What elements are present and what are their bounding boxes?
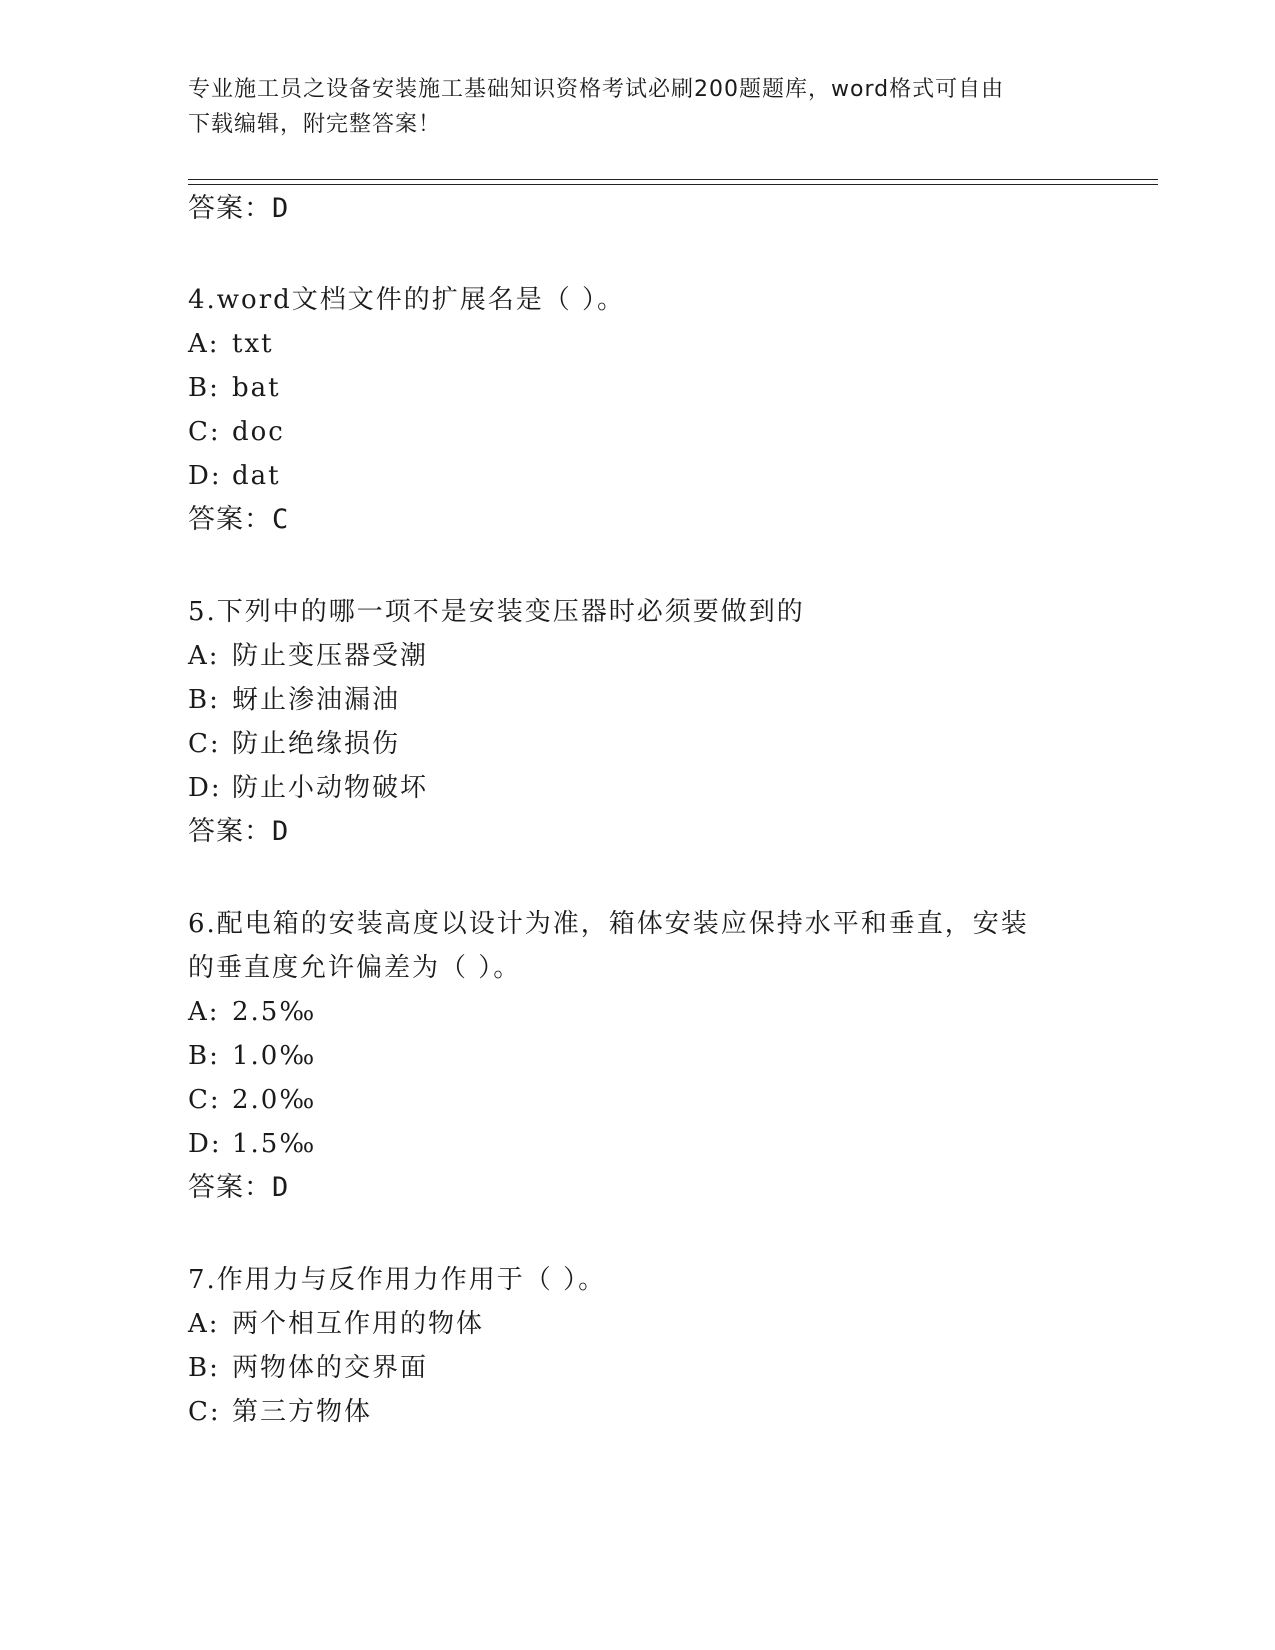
option-b bbox=[188, 1039, 316, 1073]
answer-label: 答案： bbox=[188, 193, 272, 224]
answer-line bbox=[188, 503, 289, 537]
option-label: A: bbox=[188, 997, 220, 1027]
option-label: C: bbox=[188, 1397, 221, 1427]
option-a bbox=[188, 639, 428, 673]
question-stem: 7.作用力与反作用力作用于（ ）。 bbox=[188, 1265, 607, 1295]
question-stem-continued: 的垂直度允许偏差为（ ）。 bbox=[188, 953, 522, 983]
option-label: C: bbox=[188, 729, 221, 759]
answer-key: C bbox=[272, 504, 290, 535]
option-b bbox=[188, 683, 400, 717]
option-label: C: bbox=[188, 417, 221, 447]
option-text: bat bbox=[232, 373, 281, 403]
option-text: 防止小动物破坏 bbox=[232, 773, 429, 803]
answer-line bbox=[188, 815, 289, 849]
answer-label: 答案： bbox=[188, 816, 272, 847]
option-a bbox=[188, 327, 274, 361]
answer-label: 答案： bbox=[188, 504, 272, 535]
question-stem: 5.下列中的哪一项不是安装变压器时必须要做到的 bbox=[188, 597, 805, 627]
option-text: 两物体的交界面 bbox=[232, 1353, 429, 1383]
option-label: D: bbox=[188, 461, 222, 491]
option-label: B: bbox=[188, 373, 220, 403]
option-text: 蚜止渗油漏油 bbox=[232, 685, 401, 715]
option-text: txt bbox=[232, 329, 274, 359]
option-text: 防止绝缘损伤 bbox=[232, 729, 401, 759]
option-text: dat bbox=[232, 461, 281, 491]
option-text: doc bbox=[232, 417, 285, 447]
option-c bbox=[188, 415, 285, 449]
answer-line bbox=[188, 1171, 289, 1205]
option-text: 2.0‰ bbox=[232, 1085, 317, 1115]
document-header bbox=[188, 72, 1068, 142]
option-text: 1.5‰ bbox=[232, 1129, 317, 1159]
option-label: C: bbox=[188, 1085, 221, 1115]
option-c bbox=[188, 727, 400, 761]
option-b bbox=[188, 371, 281, 405]
header-line-1: 专业施工员之设备安装施工基础知识资格考试必刷200题题库，word格式可自由 bbox=[188, 77, 1005, 102]
option-text: 两个相互作用的物体 bbox=[232, 1309, 485, 1339]
header-line-2: 下载编辑，附完整答案！ bbox=[188, 112, 442, 137]
option-a bbox=[188, 1307, 484, 1341]
option-text: 1.0‰ bbox=[232, 1041, 317, 1071]
option-label: A: bbox=[188, 329, 220, 359]
option-d bbox=[188, 1127, 316, 1161]
option-label: B: bbox=[188, 1041, 220, 1071]
answer-line bbox=[188, 192, 289, 226]
option-b bbox=[188, 1351, 428, 1385]
question-stem: 4.word文档文件的扩展名是（ ）。 bbox=[188, 285, 626, 315]
option-d bbox=[188, 771, 428, 805]
option-d bbox=[188, 459, 281, 493]
option-label: D: bbox=[188, 1129, 222, 1159]
question-stem: 6.配电箱的安装高度以设计为准，箱体安装应保持水平和垂直，安装 bbox=[188, 909, 1029, 939]
header-divider-top bbox=[188, 179, 1158, 180]
option-a bbox=[188, 995, 316, 1029]
answer-key: D bbox=[272, 193, 290, 224]
option-text: 2.5‰ bbox=[232, 997, 317, 1027]
answer-label: 答案： bbox=[188, 1172, 272, 1203]
option-c bbox=[188, 1395, 372, 1429]
option-text: 第三方物体 bbox=[232, 1397, 373, 1427]
header-divider-bottom bbox=[188, 184, 1158, 185]
option-label: D: bbox=[188, 773, 222, 803]
option-label: A: bbox=[188, 641, 220, 671]
answer-key: D bbox=[272, 816, 290, 847]
answer-key: D bbox=[272, 1172, 290, 1203]
option-c bbox=[188, 1083, 316, 1117]
option-label: B: bbox=[188, 685, 220, 715]
option-label: A: bbox=[188, 1309, 220, 1339]
option-label: B: bbox=[188, 1353, 220, 1383]
option-text: 防止变压器受潮 bbox=[232, 641, 429, 671]
